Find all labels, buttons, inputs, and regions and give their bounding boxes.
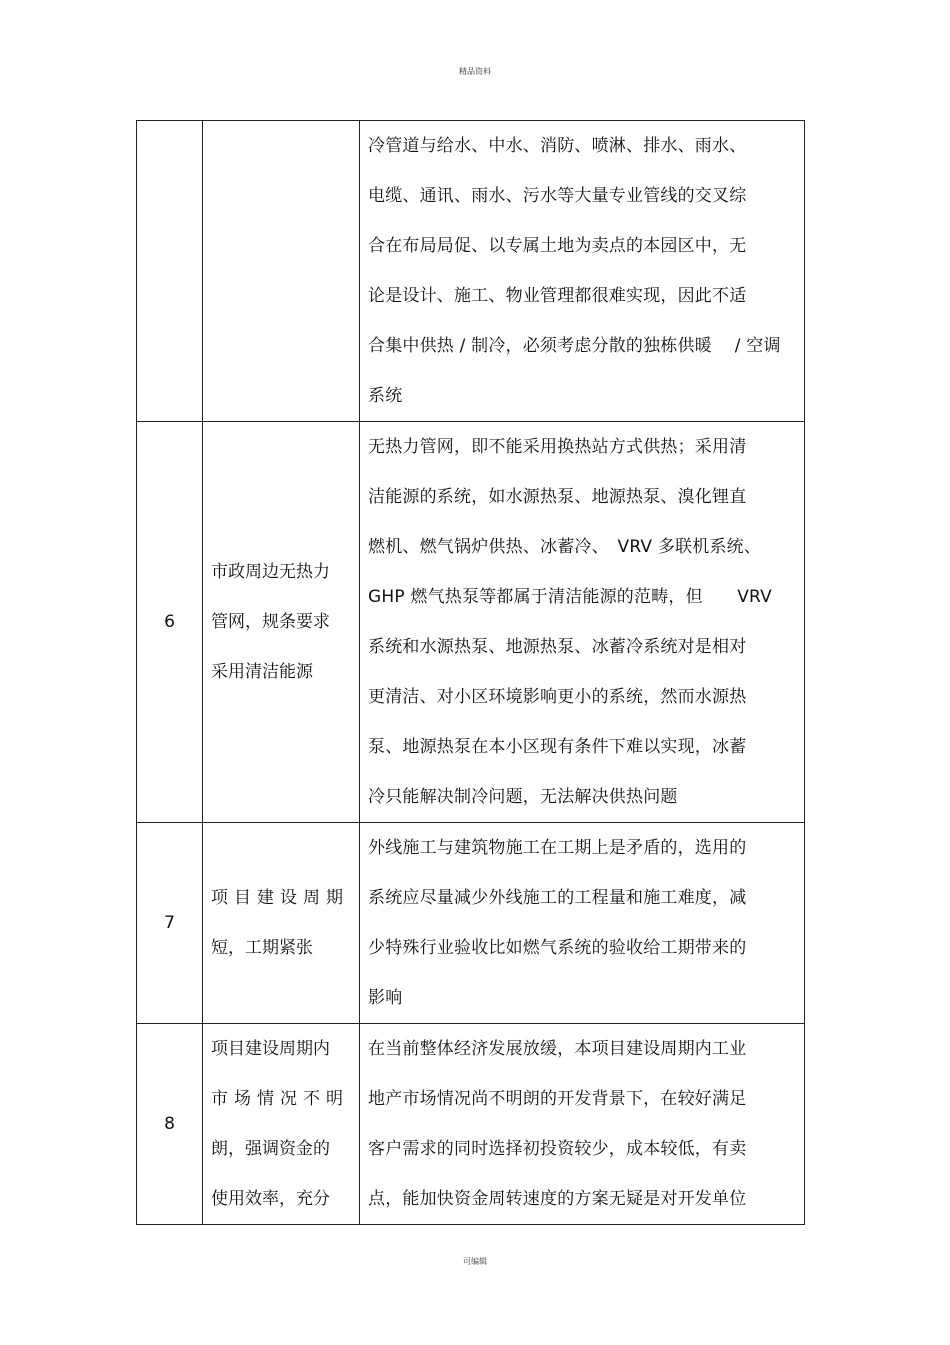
row-number: 8 xyxy=(137,1024,203,1225)
description-line: 冷管道与给水、中水、消防、喷淋、排水、雨水、 xyxy=(368,136,747,156)
requirements-table xyxy=(136,120,805,1225)
description-line: 系统 xyxy=(368,386,403,406)
condition-line: 市政周边无热力 xyxy=(211,562,330,582)
description-line: 泵、地源热泵在本小区现有条件下难以实现，冰蓄 xyxy=(368,737,747,757)
description-line: 电缆、通讯、雨水、污水等大量专业管线的交叉综 xyxy=(368,186,747,206)
description-line: 地产市场情况尚不明朗的开发背景下，在较好满足 xyxy=(368,1089,747,1109)
description-cell xyxy=(360,823,805,1024)
description-line: 燃机、燃气锅炉供热、冰蓄冷、 VRV 多联机系统、 xyxy=(368,537,762,557)
condition-cell xyxy=(203,121,360,422)
description-line: 合集中供热 / 制冷，必须考虑分散的独栋供暖 / 空调 xyxy=(368,336,781,356)
header-watermark: 精品资料 xyxy=(459,67,491,76)
description-line: 更清洁、对小区环境影响更小的系统，然而水源热 xyxy=(368,687,747,707)
row-number: 7 xyxy=(137,823,203,1024)
condition-line: 采用清洁能源 xyxy=(211,662,313,682)
condition-cell xyxy=(203,422,360,823)
condition-line: 项目建设周期内 xyxy=(211,1039,330,1059)
condition-line: 朗，强调资金的 xyxy=(211,1139,330,1159)
description-cell xyxy=(360,1024,805,1225)
description-line: 点，能加快资金周转速度的方案无疑是对开发单位 xyxy=(368,1189,747,1209)
description-cell xyxy=(360,422,805,823)
description-line: 冷只能解决制冷问题，无法解决供热问题 xyxy=(368,787,678,807)
description-line: 无热力管网，即不能采用换热站方式供热；采用清 xyxy=(368,437,747,457)
description-line: 洁能源的系统，如水源热泵、地源热泵、溴化锂直 xyxy=(368,487,747,507)
row-number xyxy=(137,121,203,422)
condition-cell xyxy=(203,1024,360,1225)
description-line: 系统和水源热泵、地源热泵、冰蓄冷系统对是相对 xyxy=(368,637,747,657)
table-row xyxy=(137,1024,805,1225)
description-line: 论是设计、施工、物业管理都很难实现，因此不适 xyxy=(368,286,747,306)
condition-line: 管网，规条要求 xyxy=(211,612,330,632)
description-line: 合在布局局促、以专属土地为卖点的本园区中，无 xyxy=(368,236,747,256)
footer-watermark: 可编辑 xyxy=(463,1257,487,1266)
description-line: 外线施工与建筑物施工在工期上是矛盾的，选用的 xyxy=(368,838,747,858)
description-line: 少特殊行业验收比如燃气系统的验收给工期带来的 xyxy=(368,938,747,958)
table-row xyxy=(137,823,805,1024)
table-row xyxy=(137,422,805,823)
condition-line: 项目建设周期 xyxy=(211,888,349,908)
condition-line: 短，工期紧张 xyxy=(211,938,313,958)
condition-line: 市场情况不明 xyxy=(211,1089,349,1109)
description-line: GHP 燃气热泵等都属于清洁能源的范畴，但 VRV xyxy=(368,587,772,607)
description-line: 在当前整体经济发展放缓，本项目建设周期内工业 xyxy=(368,1039,747,1059)
row-number: 6 xyxy=(137,422,203,823)
description-line: 系统应尽量减少外线施工的工程量和施工难度，减 xyxy=(368,888,747,908)
description-cell xyxy=(360,121,805,422)
table-row xyxy=(137,121,805,422)
description-line: 客户需求的同时选择初投资较少，成本较低，有卖 xyxy=(368,1139,747,1159)
condition-cell xyxy=(203,823,360,1024)
description-line: 影响 xyxy=(368,988,403,1008)
condition-line: 使用效率，充分 xyxy=(211,1189,330,1209)
